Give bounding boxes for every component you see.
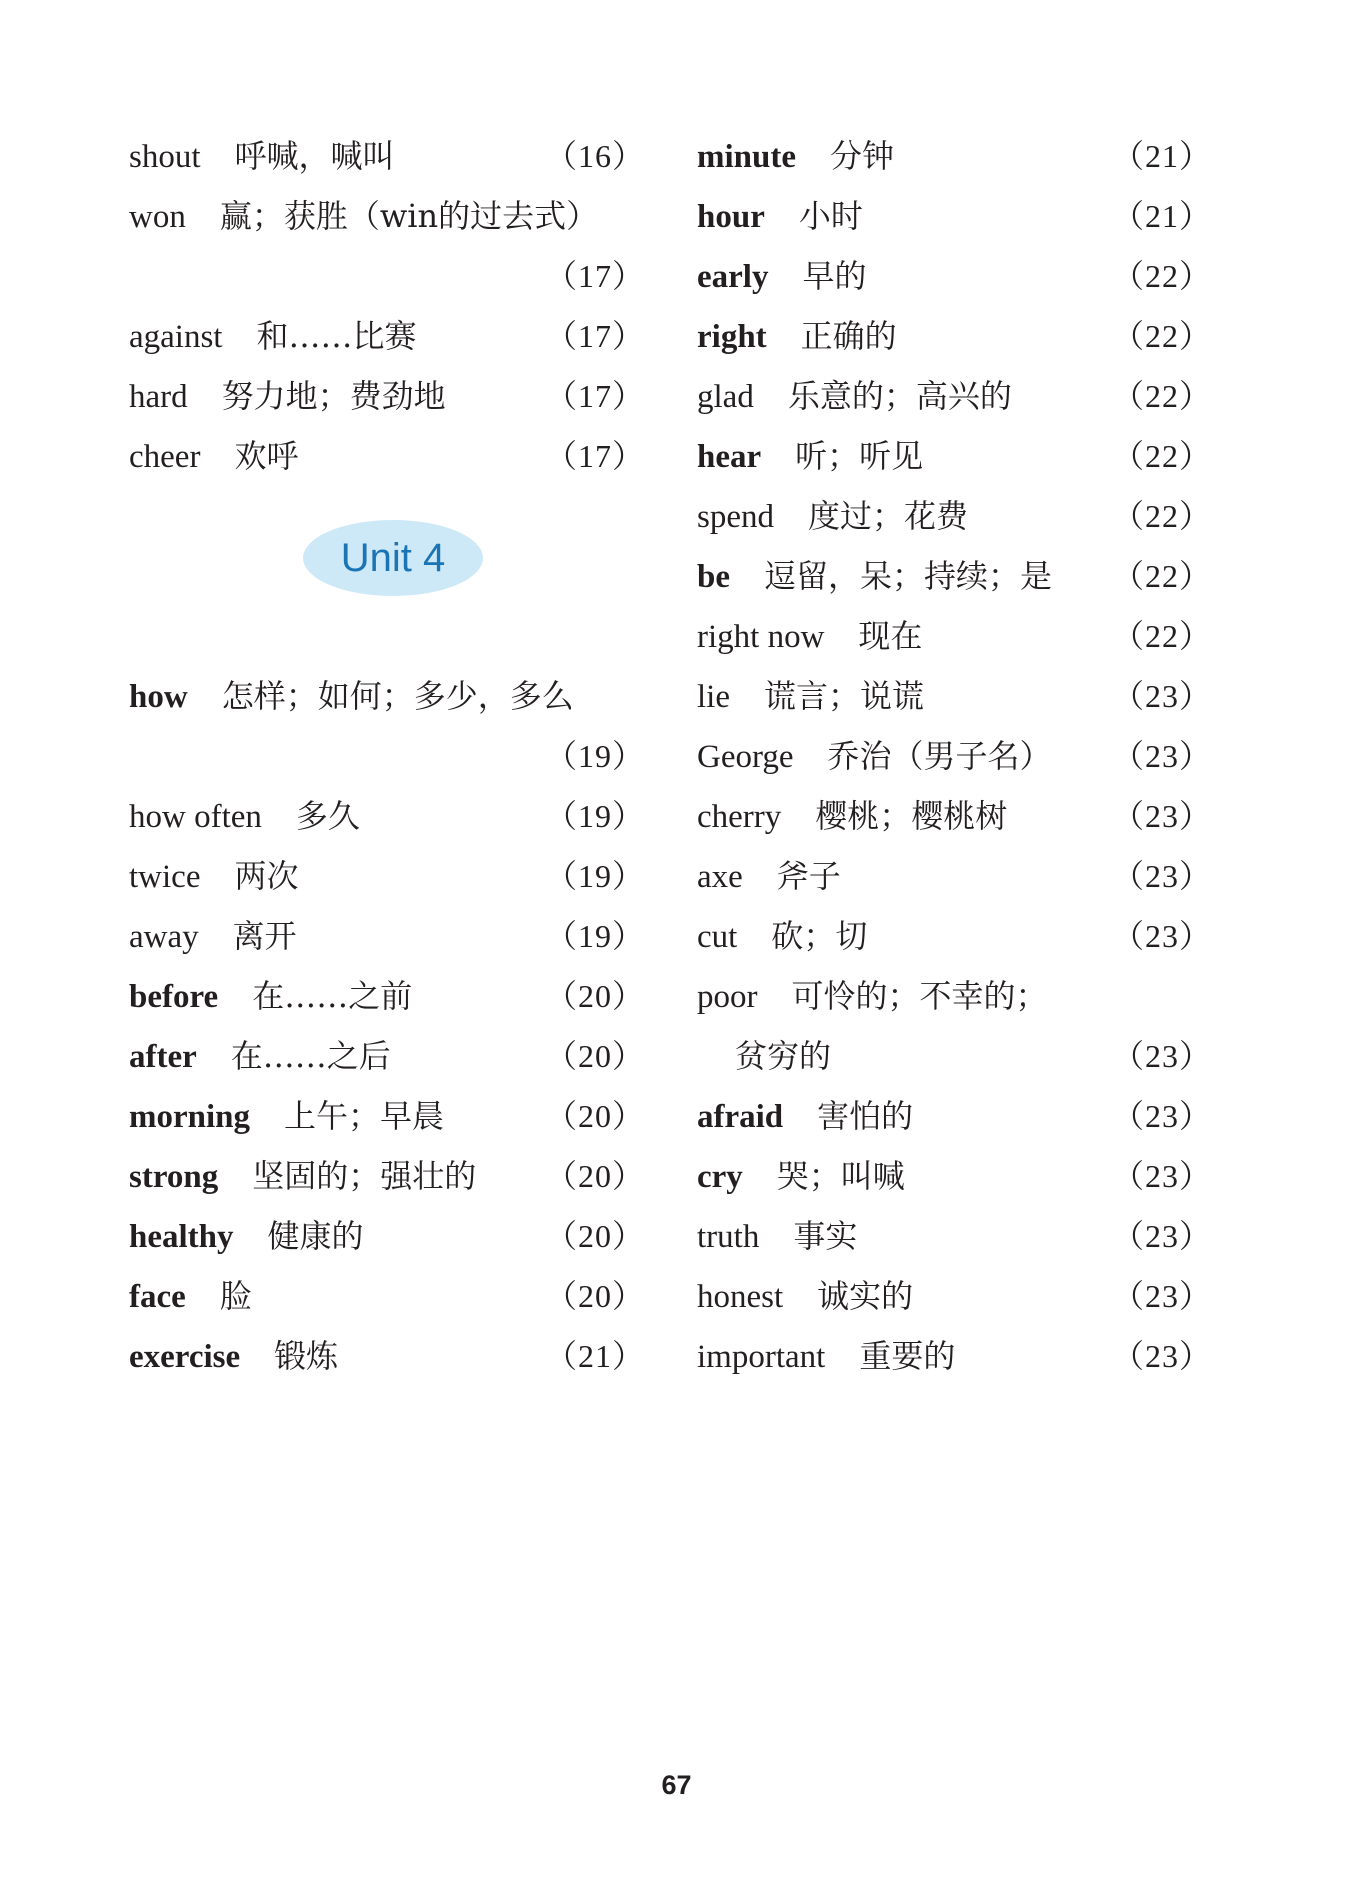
entry-page-ref: （ 20 ） [545,1266,645,1326]
vocab-entry [129,1026,645,1086]
entry-word: be [697,559,730,595]
entry-meaning: 哭；叫喊 [776,1157,905,1195]
entries-list [697,126,1212,1386]
entry-word: healthy [129,1219,234,1255]
entry-page-ref: （ 23 ） [1112,1146,1212,1206]
entries-before-unit [129,126,645,486]
entry-word: before [129,979,219,1015]
entry-meaning: 逗留，呆；持续；是 [764,557,1053,595]
vocab-entry [129,126,645,186]
entry-meaning: 诚实的 [817,1277,914,1315]
vocab-entry [697,186,1212,246]
entry-page-ref: （ 23 ） [1112,1206,1212,1266]
vocab-entry [129,1206,645,1266]
entry-page-ref: （ 19 ） [545,726,645,786]
entry-page-ref: （ 22 ） [1112,486,1212,546]
page-number: 67 [661,1770,692,1800]
entry-meaning: 健康的 [267,1217,364,1255]
entry-meaning: 和……比赛 [256,317,417,355]
entry-page-ref: （ 19 ） [545,846,645,906]
vocab-entry [697,1086,1212,1146]
vocab-entry [129,1266,645,1326]
entry-page-ref: （ 22 ） [1112,366,1212,426]
entry-meaning: 谎言；说谎 [763,677,924,715]
entry-page-ref: （ 22 ） [1112,246,1212,306]
vocab-entry [697,1026,1212,1086]
entry-word: won [129,199,186,235]
vocab-entry [129,846,645,906]
entry-page-ref: （ 20 ） [545,966,645,1026]
entry-word: poor [697,979,758,1015]
entry-page-ref: （ 21 ） [545,1326,645,1386]
entry-meaning: 度过；花费 [808,497,969,535]
entry-word: hour [697,199,765,235]
entry-page-ref: （ 23 ） [1112,1326,1212,1386]
entry-word: how [129,679,188,715]
entry-page-ref: （ 23 ） [1112,906,1212,966]
entry-meaning: 可怜的；不幸的； [791,977,1048,1015]
vocab-entry [129,1326,645,1386]
entry-page-ref: （ 23 ） [1112,846,1212,906]
vocab-entry [129,366,645,426]
unit-heading [129,486,645,666]
vocab-entry [697,786,1212,846]
vocab-entry [697,606,1212,666]
entry-word: face [129,1279,186,1315]
entry-page-ref: （ 20 ） [545,1146,645,1206]
entry-page-ref: （ 22 ） [1112,606,1212,666]
vocab-entry [129,786,645,846]
entry-page-ref: （ 20 ） [545,1026,645,1086]
entry-word: axe [697,859,743,895]
entry-page-ref: （ 23 ） [1112,1026,1212,1086]
entry-meaning: 上午；早晨 [284,1097,445,1135]
vocab-entry [129,246,645,306]
vocab-entry [129,726,645,786]
entry-word: shout [129,139,201,175]
entry-meaning: 听；听见 [795,437,924,475]
entry-meaning: 锻炼 [274,1337,339,1375]
vocab-entry [697,966,1212,1026]
entry-word: morning [129,1099,251,1135]
entry-meaning: 正确的 [800,317,897,355]
vocab-entry [129,966,645,1026]
entry-page-ref: （ 21 ） [1112,126,1212,186]
entry-page-ref: （ 19 ） [545,906,645,966]
entry-page-ref: （ 17 ） [545,246,645,306]
vocab-entry [129,306,645,366]
entry-page-ref: （ 17 ） [545,306,645,366]
entry-word: honest [697,1279,784,1315]
vocab-entry [697,126,1212,186]
entry-page-ref: （ 21 ） [1112,186,1212,246]
entry-meaning: 努力地；费劲地 [221,377,446,415]
vocab-entry [129,426,645,486]
vocab-entry [129,186,645,246]
vocab-entry [697,1146,1212,1206]
entry-word: important [697,1339,826,1375]
entry-word: exercise [129,1339,241,1375]
entry-word: away [129,919,199,955]
entry-meaning: 呼喊，喊叫 [234,137,395,175]
entry-page-ref: （ 23 ） [1112,726,1212,786]
entry-meaning: 贫穷的 [735,1037,832,1075]
vocab-entry [129,666,645,726]
entry-meaning: 樱桃；樱桃树 [815,797,1008,835]
vocab-entry [697,426,1212,486]
entry-word: cherry [697,799,782,835]
vocab-entry [129,1086,645,1146]
vocab-entry [697,1266,1212,1326]
entry-meaning: 坚固的；强壮的 [252,1157,477,1195]
entry-meaning: 害怕的 [817,1097,914,1135]
entry-page-ref: （ 22 ） [1112,546,1212,606]
vocab-entry [697,1206,1212,1266]
entry-meaning: 在……之后 [230,1037,391,1075]
entry-meaning: 赢；获胜（win的过去式） [219,197,599,235]
entry-page-ref: （ 22 ） [1112,426,1212,486]
entry-meaning: 事实 [793,1217,858,1255]
entry-meaning: 乐意的；高兴的 [787,377,1012,415]
entry-meaning: 早的 [802,257,867,295]
entry-word: George [697,739,794,775]
entry-meaning: 砍；切 [771,917,868,955]
entry-word: against [129,319,223,355]
entry-meaning: 分钟 [830,137,895,175]
entry-page-ref: （ 23 ） [1112,666,1212,726]
vocab-entry [129,1146,645,1206]
entry-word: minute [697,139,796,175]
entry-meaning: 脸 [219,1277,252,1315]
entry-word: cry [697,1159,743,1195]
vocab-entry [697,546,1212,606]
entry-word: afraid [697,1099,784,1135]
entry-meaning: 现在 [858,617,923,655]
entry-meaning: 欢呼 [234,437,299,475]
entry-page-ref: （ 19 ） [545,786,645,846]
entry-page-ref: （ 23 ） [1112,1266,1212,1326]
vocab-entry [697,486,1212,546]
entry-word: right [697,319,767,355]
entry-word: early [697,259,769,295]
vocab-entry [697,246,1212,306]
entry-meaning: 小时 [798,197,863,235]
entry-page-ref: （ 23 ） [1112,1086,1212,1146]
entry-page-ref: （ 20 ） [545,1206,645,1266]
vocab-entry [129,906,645,966]
entry-page-ref: （ 23 ） [1112,786,1212,846]
vocab-entry [697,666,1212,726]
entry-meaning: 多久 [295,797,360,835]
entry-meaning: 斧子 [776,857,841,895]
entry-word: after [129,1039,197,1075]
entries-after-unit [129,666,645,1386]
entry-word: truth [697,1219,760,1255]
entry-page-ref: （ 17 ） [545,426,645,486]
entry-word: hard [129,379,188,415]
entry-word: cheer [129,439,201,475]
entry-word: strong [129,1159,219,1195]
entry-word: hear [697,439,762,475]
entry-meaning: 重要的 [859,1337,956,1375]
unit-badge: Unit 4 [303,520,483,596]
vocab-entry [697,366,1212,426]
entry-word: twice [129,859,201,895]
entry-meaning: 怎样；如何；多少，多么 [221,677,574,715]
entry-word: how often [129,799,262,835]
vocab-entry [697,1326,1212,1386]
entry-word: lie [697,679,730,715]
entry-word: right now [697,619,825,655]
vocab-entry [697,906,1212,966]
entry-word: cut [697,919,738,955]
entry-page-ref: （ 20 ） [545,1086,645,1146]
right-column [697,126,1212,1386]
left-column [129,126,645,1386]
vocab-entry [697,726,1212,786]
entry-page-ref: （ 22 ） [1112,306,1212,366]
entry-page-ref: （ 16 ） [545,126,645,186]
entry-word: spend [697,499,774,535]
entry-meaning: 离开 [232,917,297,955]
vocab-entry [697,306,1212,366]
vocab-entry [697,846,1212,906]
entry-page-ref: （ 17 ） [545,366,645,426]
entry-meaning: 在……之前 [252,977,413,1015]
entry-meaning: 两次 [234,857,299,895]
entry-word: glad [697,379,754,415]
entry-meaning: 乔治（男子名） [827,737,1052,775]
